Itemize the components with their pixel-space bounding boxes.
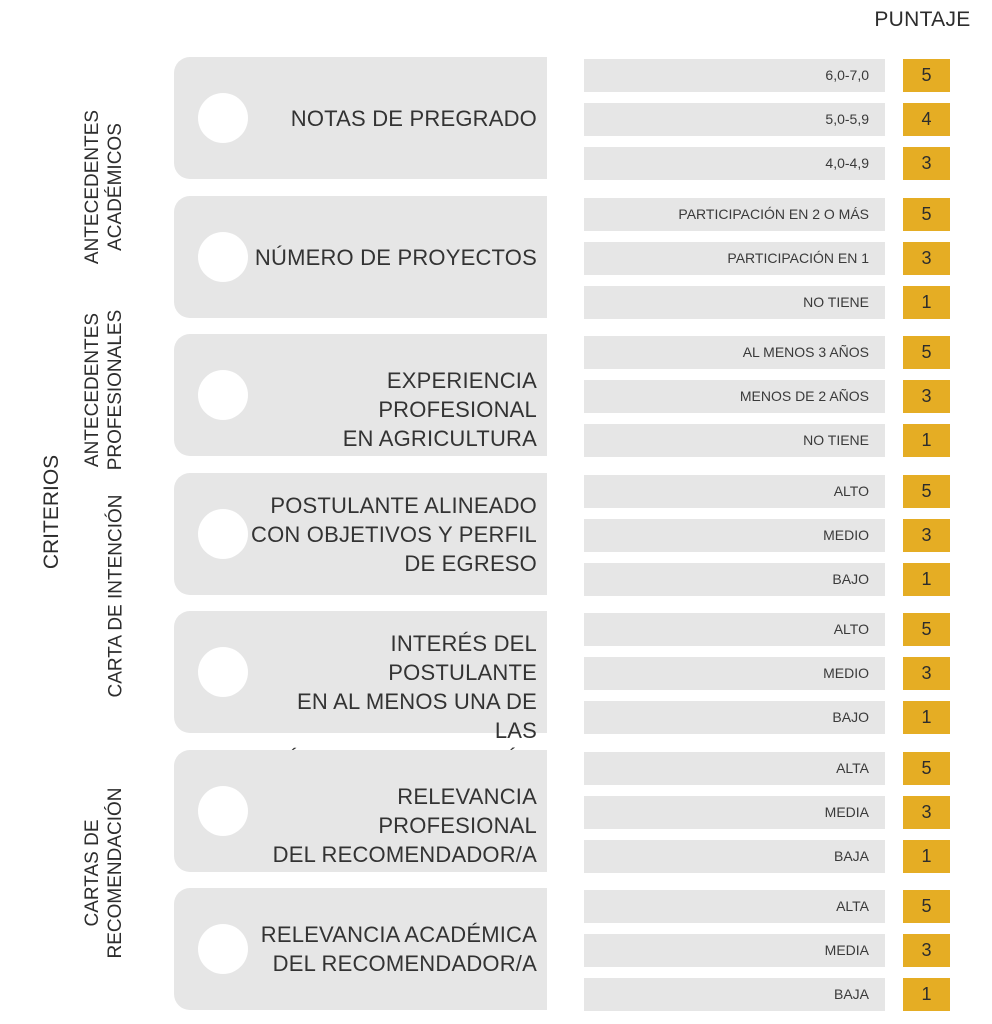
option-label: ALTA bbox=[584, 752, 885, 785]
criterion-circle-marker bbox=[198, 370, 248, 420]
group-label-line: ANTECEDENTES bbox=[82, 109, 103, 265]
group-label-line: ANTECEDENTES bbox=[82, 312, 103, 468]
score-badge: 5 bbox=[903, 890, 950, 923]
criterion-label-line: EN AL MENOS UNA DE LAS bbox=[297, 689, 537, 743]
option-label: 4,0-4,9 bbox=[584, 147, 885, 180]
option-label: BAJA bbox=[584, 978, 885, 1011]
criterion-label bbox=[250, 920, 537, 978]
option-label: PARTICIPACIÓN EN 2 O MÁS bbox=[584, 198, 885, 231]
criteria-side-title: CRITERIOS bbox=[40, 454, 63, 570]
score-badge: 1 bbox=[903, 424, 950, 457]
criterion-label-line: DEL RECOMENDADOR/A bbox=[272, 842, 537, 867]
score-column-title: PUNTAJE bbox=[874, 8, 971, 31]
option-label: PARTICIPACIÓN EN 1 bbox=[584, 242, 885, 275]
criterion-circle-marker bbox=[198, 924, 248, 974]
criterion-circle-marker bbox=[198, 232, 248, 282]
criterion-label bbox=[250, 104, 537, 133]
group-label-recommendation-letters bbox=[81, 743, 127, 1003]
score-badge: 1 bbox=[903, 701, 950, 734]
score-badge: 5 bbox=[903, 336, 950, 369]
option-label: MENOS DE 2 AÑOS bbox=[584, 380, 885, 413]
criterion-label-line: DE EGRESO bbox=[404, 551, 537, 576]
criterion-label-line: CON OBJETIVOS Y PERFIL bbox=[251, 522, 537, 547]
group-label-line: CARTAS DE bbox=[82, 819, 103, 927]
group-label-line: PROFESIONALES bbox=[105, 309, 126, 471]
group-label-line: CARTA DE INTENCIÓN bbox=[105, 494, 127, 698]
score-badge: 3 bbox=[903, 519, 950, 552]
criterion-label-line: POSTULANTE ALINEADO bbox=[270, 493, 537, 518]
score-badge: 5 bbox=[903, 198, 950, 231]
criterion-circle-marker bbox=[198, 786, 248, 836]
criterion-label bbox=[250, 243, 537, 272]
score-badge: 3 bbox=[903, 934, 950, 967]
score-badge: 3 bbox=[903, 147, 950, 180]
criterion-label-line: RELEVANCIA PROFESIONAL bbox=[378, 784, 537, 838]
option-label: BAJO bbox=[584, 563, 885, 596]
option-label: 6,0-7,0 bbox=[584, 59, 885, 92]
criterion-circle-marker bbox=[198, 93, 248, 143]
option-label: NO TIENE bbox=[584, 424, 885, 457]
group-label-line: RECOMENDACIÓN bbox=[105, 787, 126, 959]
score-badge: 5 bbox=[903, 613, 950, 646]
option-label: MEDIO bbox=[584, 519, 885, 552]
score-badge: 1 bbox=[903, 840, 950, 873]
group-label-line: ACADÉMICOS bbox=[105, 123, 126, 251]
score-badge: 5 bbox=[903, 752, 950, 785]
criterion-label bbox=[250, 366, 537, 453]
score-badge: 4 bbox=[903, 103, 950, 136]
option-label: AL MENOS 3 AÑOS bbox=[584, 336, 885, 369]
criterion-label-line: EXPERIENCIA PROFESIONAL bbox=[378, 368, 537, 422]
score-badge: 3 bbox=[903, 657, 950, 690]
option-label: BAJO bbox=[584, 701, 885, 734]
criterion-label-line: EN AGRICULTURA bbox=[342, 426, 537, 451]
score-badge: 3 bbox=[903, 242, 950, 275]
option-label: MEDIA bbox=[584, 796, 885, 829]
option-label: MEDIO bbox=[584, 657, 885, 690]
score-badge: 5 bbox=[903, 59, 950, 92]
criterion-label-line: NÚMERO DE PROYECTOS bbox=[254, 245, 537, 270]
score-badge: 3 bbox=[903, 380, 950, 413]
criterion-label-line: NOTAS DE PREGRADO bbox=[290, 106, 537, 131]
score-badge: 1 bbox=[903, 978, 950, 1011]
option-label: ALTO bbox=[584, 613, 885, 646]
score-badge: 5 bbox=[903, 475, 950, 508]
criterion-label-line: DEL RECOMENDADOR/A bbox=[272, 951, 537, 976]
option-label: ALTO bbox=[584, 475, 885, 508]
criterion-circle-marker bbox=[198, 647, 248, 697]
criterion-circle-marker bbox=[198, 509, 248, 559]
score-badge: 3 bbox=[903, 796, 950, 829]
option-label: ALTA bbox=[584, 890, 885, 923]
option-label: BAJA bbox=[584, 840, 885, 873]
option-label: NO TIENE bbox=[584, 286, 885, 319]
criterion-label-line: RELEVANCIA ACADÉMICA bbox=[260, 922, 537, 947]
option-label: MEDIA bbox=[584, 934, 885, 967]
score-badge: 1 bbox=[903, 286, 950, 319]
criterion-label bbox=[250, 782, 537, 869]
score-badge: 1 bbox=[903, 563, 950, 596]
criterion-label-line: INTERÉS DEL POSTULANTE bbox=[388, 631, 537, 685]
criterion-label bbox=[250, 491, 537, 578]
group-label-intention-letter bbox=[105, 466, 128, 726]
option-label: 5,0-5,9 bbox=[584, 103, 885, 136]
